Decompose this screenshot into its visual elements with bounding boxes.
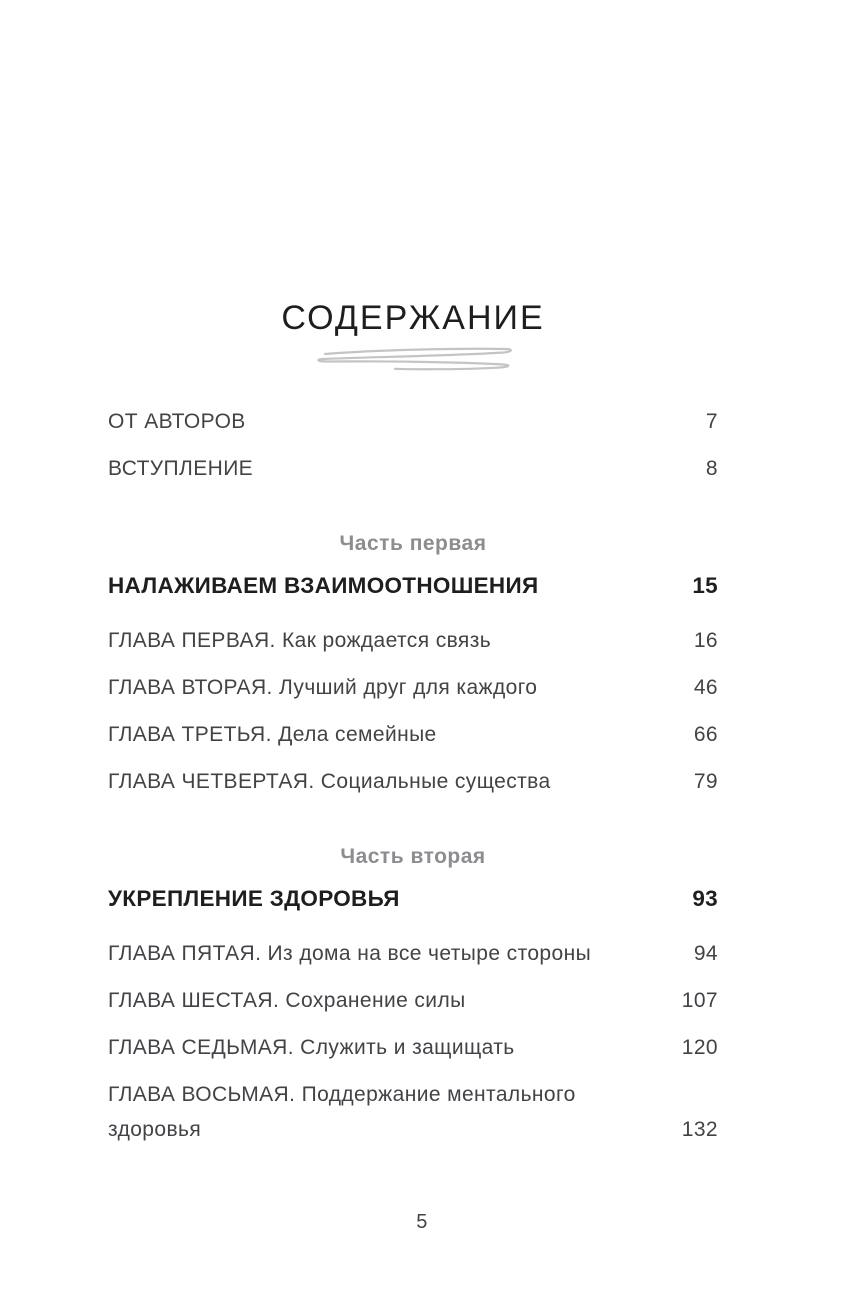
toc-entry-page-number: 107 xyxy=(681,989,718,1012)
part-title-row xyxy=(108,574,718,598)
squiggle-underline-icon xyxy=(307,346,519,372)
toc-row-chapter-wrapped xyxy=(108,1077,718,1147)
chapter-list xyxy=(108,936,718,1147)
toc-entry-label: ГЛАВА ПЕРВАЯ. Как рождается связь xyxy=(108,629,492,652)
toc-row-chapter xyxy=(108,936,718,971)
toc-entry-label: ГЛАВА ПЯТАЯ. Из дома на все четыре стороны xyxy=(108,942,592,965)
toc-row-chapter xyxy=(108,717,718,752)
toc-entry-label: ГЛАВА ШЕСТАЯ. Сохранение силы xyxy=(108,989,466,1012)
toc-entry-page-number: 120 xyxy=(681,1036,718,1059)
toc-entry-page-number: 66 xyxy=(693,723,718,746)
toc-entry-label: ГЛАВА ТРЕТЬЯ. Дела семейные xyxy=(108,723,437,746)
toc-row-chapter xyxy=(108,764,718,799)
part-title: УКРЕПЛЕНИЕ ЗДОРОВЬЯ xyxy=(108,886,400,911)
toc-entry-label: ГЛАВА ЧЕТВЕРТАЯ. Социальные существа xyxy=(108,770,551,793)
toc-row-chapter xyxy=(108,1030,718,1065)
toc-entry-page-number: 7 xyxy=(705,410,718,433)
toc-row-chapter xyxy=(108,623,718,658)
toc-entry-label: ВСТУПЛЕНИЕ xyxy=(108,457,254,480)
toc-entry-label: ГЛАВА СЕДЬМАЯ. Служить и защищать xyxy=(108,1036,515,1059)
part-page-number: 93 xyxy=(692,886,718,911)
toc-row-front-authors xyxy=(108,404,718,439)
page-title: СОДЕРЖАНИЕ xyxy=(281,299,545,337)
toc-entry-page-number: 16 xyxy=(693,629,718,652)
toc-entry-label: ГЛАВА ВОСЬМАЯ. Поддержание ментального здоровья xyxy=(108,1083,576,1141)
part-label: Часть первая xyxy=(339,532,487,555)
toc-entry-page-number: 46 xyxy=(693,676,718,699)
toc-row-front-intro xyxy=(108,451,718,486)
toc-entry-page-number: 94 xyxy=(693,942,718,965)
part-title-row xyxy=(108,887,718,911)
toc-row-chapter xyxy=(108,670,718,705)
toc-part-1 xyxy=(108,533,718,799)
toc-content xyxy=(108,0,718,1159)
folio-page-number: 5 xyxy=(416,1211,428,1233)
front-matter-list xyxy=(108,404,718,486)
squiggle-underline xyxy=(108,346,718,372)
toc-entry-page-number: 132 xyxy=(681,1118,718,1141)
part-label: Часть вторая xyxy=(340,845,486,868)
chapter-list xyxy=(108,623,718,799)
toc-part-2 xyxy=(108,846,718,1147)
toc-entry-page-number: 8 xyxy=(705,457,718,480)
toc-entry-label: ГЛАВА ВТОРАЯ. Лучший друг для каждого xyxy=(108,676,538,699)
part-title: НАЛАЖИВАЕМ ВЗАИМООТНОШЕНИЯ xyxy=(108,573,539,598)
toc-entry-label: ОТ АВТОРОВ xyxy=(108,410,246,433)
toc-row-chapter xyxy=(108,983,718,1018)
part-page-number: 15 xyxy=(692,573,718,598)
toc-entry-page-number: 79 xyxy=(693,770,718,793)
